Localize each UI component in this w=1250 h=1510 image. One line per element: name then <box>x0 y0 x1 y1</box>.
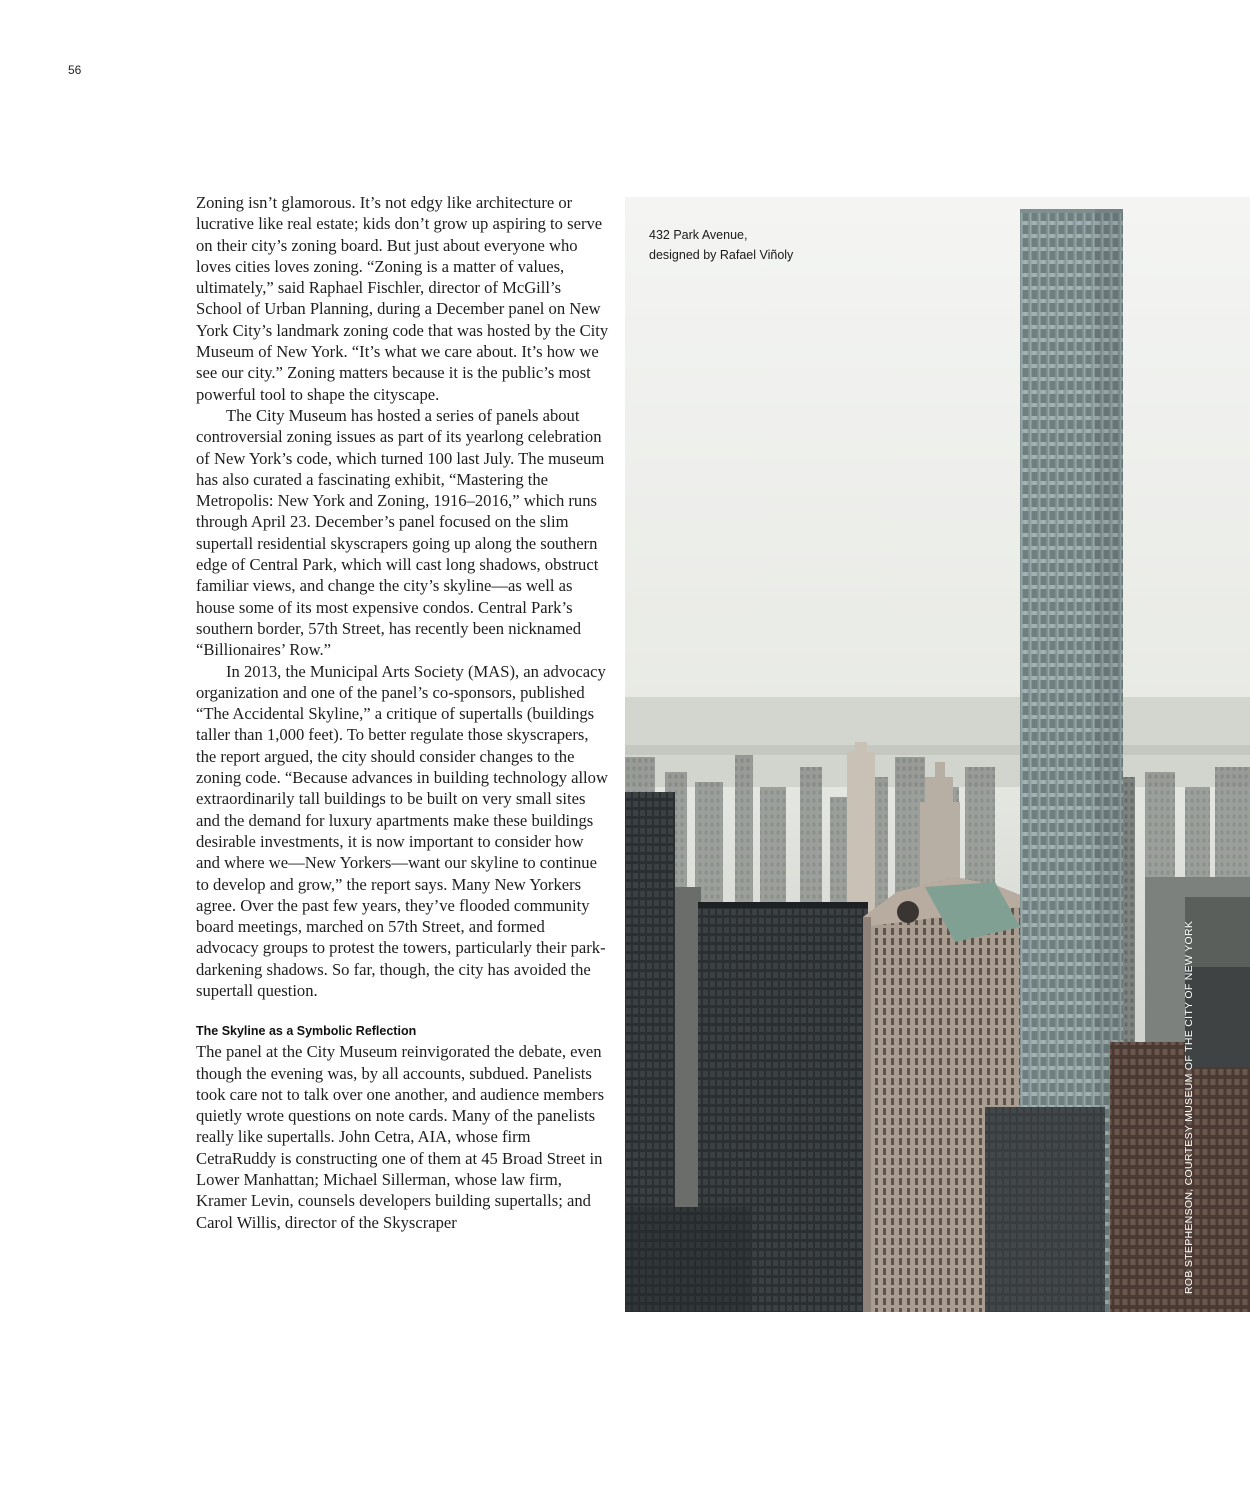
photo-caption <box>649 225 793 265</box>
article-paragraph-2: The City Museum has hosted a series of panels about controversial zoning issues as part of its yearlong celebration of New York’s code, which turned 100 last July. The museum has also curated a fascinating exhibit, “Mastering the Metropolis: New York and Zoning, 1916–2016,” which runs through April 23. December’s panel focused on the slim supertall residential skyscrapers going up along the southern edge of Central Park, which will cast long shadows, obstruct familiar views, and change the city’s skyline—as well as house some of its most expensive condos. Central Park’s southern border, 57th Street, has recently been nicknamed “Billionaires’ Row.” <box>196 405 605 660</box>
caption-line-2: designed by Rafael Viñoly <box>649 248 794 262</box>
bottom-left-foreground <box>625 1207 750 1312</box>
article-paragraph-4: The panel at the City Museum reinvigorated the debate, even though the evening was, by all accounts, subdued. Panelists took care not to talk over one another, and audience members quietly wrote questions on note cards. Many of the panelists really like supertalls. John Cetra, AIA, whose firm CetraRuddy is constructing one of them at 45 Broad Street in Lower Manhattan; Michael Sillerman, whose law firm, Kramer Levin, counsels developers building supertalls; and Carol Willis, director of the Skyscraper <box>196 1042 605 1232</box>
section-subhead: The Skyline as a Symbolic Reflection <box>196 1024 417 1039</box>
article-body <box>196 192 610 1233</box>
article-paragraph-3: In 2013, the Municipal Arts Society (MAS), an advocacy organization and one of the panel’s co-sponsors, published “The Accidental Skyline,” a critique of supertalls (buildings taller than 1,000 feet). To better regulate those skyscrapers, the report argued, the city should consider changes to the zoning code. “Because advances in building technology allow extraordinarily tall buildings to be built on very small sites and the demand for luxury apartments make these buildings desirable investments, it is now important to consider how and where we—New Yorkers—want our skyline to continue to develop and grow,” the report says. Many New Yorkers agree. Over the past few years, they’ve flooded community board meetings, marched on 57th Street, and formed advocacy groups to protest the towers, particularly their park-darkening shadows. So far, though, the city has avoided the supertall question. <box>196 661 608 1000</box>
article-paragraph-1: Zoning isn’t glamorous. It’s not edgy like architecture or lucrative like real estate; kids don’t grow up aspiring to serve on their city’s zoning board. But just about everyone who loves cities loves zoning. “Zoning is a matter of values, ultimately,” said Raphael Fischler, director of McGill’s School of Urban Planning, during a December panel on New York City’s landmark zoning code that was hosted by the City Museum of New York. “It’s what we care about. It’s how we see our city.” Zoning matters because it is the public’s most powerful tool to shape the cityscape. <box>196 193 609 404</box>
photo-credit: ROB STEPHENSON, COURTESY MUSEUM OF THE CITY OF NEW YORK <box>1183 920 1195 1294</box>
river <box>625 745 1250 755</box>
skyline-photo <box>625 197 1250 1312</box>
caption-line-1: 432 Park Avenue, <box>649 228 748 242</box>
skyline-illustration <box>625 197 1250 1312</box>
page-number: 56 <box>68 63 82 77</box>
